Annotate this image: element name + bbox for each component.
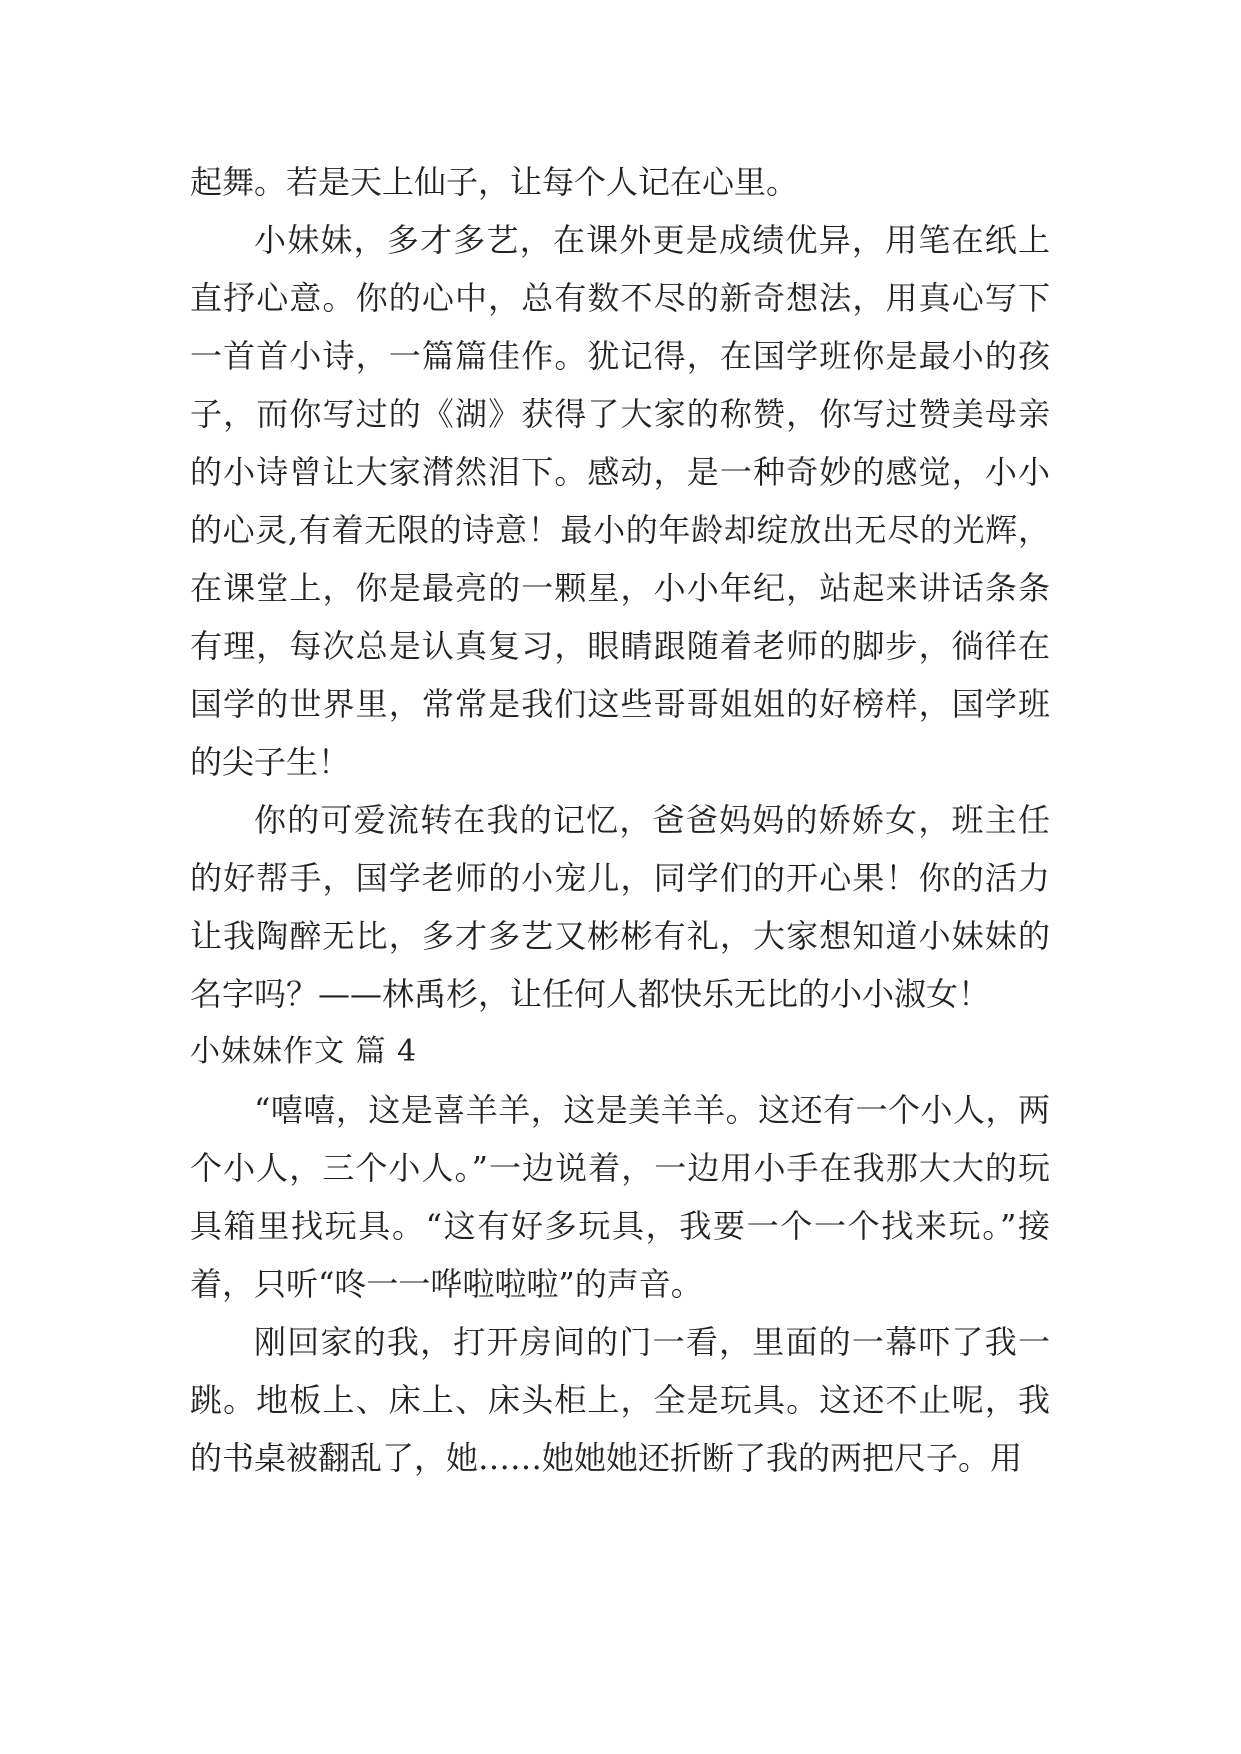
paragraph: 你的可爱流转在我的记忆，爸爸妈妈的娇娇女，班主任的好帮手，国学老师的小宠儿，同学们的开心果！你的活力让我陶醉无比，多才多艺又彬彬有礼，大家想知道小妹妹的名字吗？——林禹杉，让任何人都快乐无比的小小淑女！ — [190, 801, 1050, 1013]
paragraph: 起舞。若是天上仙子，让每个人记在心里。 — [190, 163, 799, 201]
paragraph: 刚回家的我，打开房间的门一看，里面的一幕吓了我一跳。地板上、床上、床头柜上，全是玩具。这还不止呢，我的书桌被翻乱了，她……她她她还折断了我的两把尺子。用 — [190, 1323, 1050, 1477]
paragraph: 小妹妹，多才多艺，在课外更是成绩优异，用笔在纸上直抒心意。你的心中，总有数不尽的新奇想法，用真心写下一首首小诗，一篇篇佳作。犹记得，在国学班你是最小的孩子，而你写过的《湖》获得了大家的称赞，你写过赞美母亲的小诗曾让大家潸然泪下。感动，是一种奇妙的感觉，小小的心灵,有着无限的诗意！最小的年龄却绽放出无尽的光辉，在课堂上，你是最亮的一颗星，小小年纪，站起来讲话条条有理，每次总是认真复习，眼睛跟随着老师的脚步，徜徉在国学的世界里，常常是我们这些哥哥姐姐的好榜样，国学班的尖子生！ — [190, 221, 1050, 781]
section-heading: 小妹妹作文 篇 4 — [190, 1034, 418, 1069]
paragraph: “嘻嘻，这是喜羊羊，这是美羊羊。这还有一个小人，两个小人，三个小人。”一边说着，一边用小手在我那大大的玩具箱里找玩具。“这有好多玩具，我要一个一个找来玩。”接着，只听“咚一一哗啦啦啦”的声音。 — [190, 1091, 1050, 1303]
document-body — [190, 153, 1050, 1487]
